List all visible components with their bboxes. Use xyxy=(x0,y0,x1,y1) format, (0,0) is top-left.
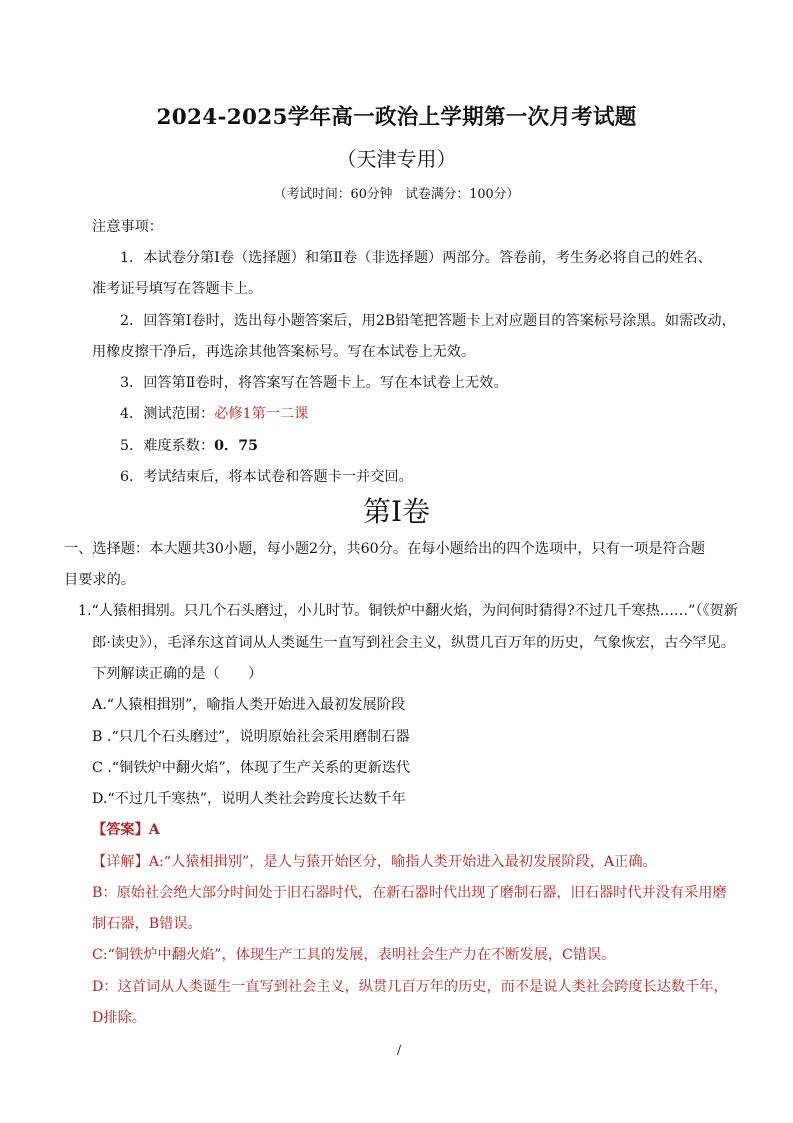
test-scope-value: 必修1第一二课 xyxy=(214,406,309,422)
note-item-4-label: 4．测试范围： xyxy=(120,406,215,422)
option-d: D.“不过几千寒热”，说明人类社会跨度长达数千年 xyxy=(92,791,406,807)
note-item-4 xyxy=(120,404,308,424)
section-instructions: 一、选择题：本大题共30小题，每小题2分，共60分。在每小题给出的四个选项中，只有一项是符合题 xyxy=(64,541,706,557)
section-instructions-cont: 目要求的。 xyxy=(64,572,135,588)
explanation-c: C:“铜铁炉中翻火焰”，体现生产工具的发展，表明社会生产力在不断发展，C错误。 xyxy=(92,947,616,963)
note-item-1-cont: 准考证号填写在答题卡上。 xyxy=(92,281,263,297)
note-item-2: 2．回答第Ⅰ卷时，选出每小题答案后，用2B铅笔把答题卡上对应题目的答案标号涂黑。如需改动， xyxy=(120,313,736,329)
document-subtitle: （天津专用） xyxy=(336,147,457,171)
difficulty-value: 0．75 xyxy=(214,438,258,454)
note-item-2-cont: 用橡皮擦干净后，再选涂其他答案标号。写在本试卷上无效。 xyxy=(92,344,476,360)
note-item-5-label: 5．难度系数： xyxy=(120,438,215,454)
question-1-prompt: 下列解读正确的是（ ） xyxy=(92,666,263,682)
notes-heading: 注意事项： xyxy=(92,219,163,235)
option-b: B .“只几个石头磨过”，说明原始社会采用磨制石器 xyxy=(92,729,410,745)
page-marker: / xyxy=(397,1043,402,1057)
answer: 【答案】A xyxy=(92,822,160,838)
section-title: 第Ⅰ卷 xyxy=(362,495,431,528)
explanation-d-cont: D排除。 xyxy=(92,1010,146,1026)
note-item-3: 3．回答第Ⅱ卷时，将答案写在答题卡上。写在本试卷上无效。 xyxy=(120,375,508,391)
note-item-5 xyxy=(120,436,258,456)
document-title: 2024-2025学年高一政治上学期第一次月考试题 xyxy=(156,105,637,130)
exam-info: （考试时间：60分钟 试卷满分：100分） xyxy=(273,187,520,202)
explanation-b: B：原始社会绝大部分时间处于旧石器时代，在新石器时代出现了磨制石器，旧石器时代并没有采用磨 xyxy=(92,885,727,901)
explanation-b-cont: 制石器，B错误。 xyxy=(92,916,202,932)
note-item-1: 1．本试卷分第Ⅰ卷（选择题）和第Ⅱ卷（非选择题）两部分。答卷前，考生务必将自己的姓名、 xyxy=(120,250,712,266)
option-c: C .“铜铁炉中翻火焰”，体现了生产关系的更新迭代 xyxy=(92,760,411,776)
explanation-a: 【详解】A:“人猿相揖别”，是人与猿开始区分，喻指人类开始进入最初发展阶段，A正确。 xyxy=(92,854,657,870)
question-1-stem: 1.“人猿相揖别。只几个石头磨过，小儿时节。铜铁炉中翻火焰，为问何时猜得?不过几千寒热……”（《贺新 xyxy=(78,603,738,619)
note-item-6: 6．考试结束后，将本试卷和答题卡一并交回。 xyxy=(120,469,413,485)
option-a: A.“人猿相揖别”，喻指人类开始进入最初发展阶段 xyxy=(92,697,406,713)
explanation-d: D：这首词从人类诞生一直写到社会主义，纵贯几百万年的历史，而不是说人类社会跨度长达数千年， xyxy=(92,979,728,995)
question-1-stem-cont: 郎·读史》），毛泽东这首词从人类诞生一直写到社会主义，纵贯几百万年的历史，气象恢宏，古今罕见。 xyxy=(92,635,735,651)
